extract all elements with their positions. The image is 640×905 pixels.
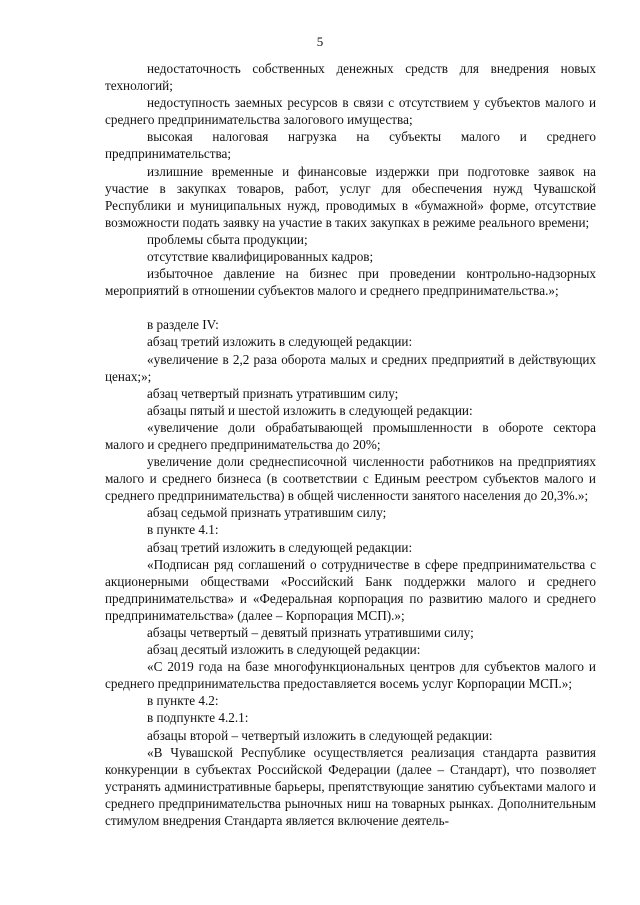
paragraph: проблемы сбыта продукции; — [147, 231, 308, 247]
paragraph: высокая налоговая нагрузка на субъекты малого и среднего предпринимательства; — [105, 129, 596, 162]
paragraph: увеличение доли среднесписочной численности работников на предприятиях малого и среднего бизнеса (в соответствии с Единым реестром субъектов малого и среднего предпринимательства) в общей численности занятого населения до 20,3%.»; — [105, 454, 596, 504]
paragraph: излишние временные и финансовые издержки при подготовке заявок на участие в закупках товаров, работ, услуг для обеспечения нужд Чувашской Республики и муниципальных нужд, проводимых в «бумажной» форме, отсутствие возможности подать заявку на участие в таких закупках в режиме реального времени; — [105, 163, 596, 230]
document-body — [105, 60, 596, 829]
paragraph: в подпункте 4.2.1: — [147, 710, 249, 726]
page-number: 5 — [316, 34, 324, 49]
paragraph: избыточное давление на бизнес при проведении контрольно-надзорных мероприятий в отношении субъектов малого и среднего предпринимательства.»; — [105, 266, 596, 299]
paragraph: в пункте 4.2: — [147, 693, 219, 709]
paragraph: в разделе IV: — [147, 317, 219, 333]
paragraph: отсутствие квалифицированных кадров; — [147, 249, 374, 265]
paragraph: «увеличение доли обрабатывающей промышленности в обороте сектора малого и среднего предпринимательства до 20%; — [105, 419, 596, 452]
paragraph: абзацы второй – четвертый изложить в следующей редакции: — [147, 727, 493, 743]
paragraph: абзац десятый изложить в следующей редакции: — [147, 642, 421, 658]
paragraph: абзацы пятый и шестой изложить в следующей редакции: — [147, 402, 473, 418]
paragraph: абзацы четвертый – девятый признать утратившими силу; — [147, 625, 474, 640]
paragraph: абзац четвертый признать утратившим силу; — [147, 385, 399, 401]
paragraph: абзац третий изложить в следующей редакции: — [147, 334, 413, 350]
paragraph: абзац третий изложить в следующей редакции: — [147, 539, 413, 555]
paragraph: «С 2019 года на базе многофункциональных центров для субъектов малого и среднего предпринимательства предоставляется восемь услуг Корпорации МСП.»; — [105, 659, 596, 692]
paragraph: «Подписан ряд соглашений о сотрудничестве в сфере предпринимательства с акционерными обществами «Российский Банк поддержки малого и среднего предпринимательства» и «Федеральная корпорация по развитию малого и среднего предпринимательства» (далее – Корпорация МСП).»; — [105, 556, 596, 623]
paragraph: абзац седьмой признать утратившим силу; — [147, 505, 387, 521]
paragraph: недоступность заемных ресурсов в связи с отсутствием у субъектов малого и среднего предпринимательства залогового имущества; — [105, 95, 596, 128]
paragraph: «В Чувашской Республике осуществляется реализация стандарта развития конкуренции в субъектах Российской Федерации (далее – Стандарт), что позволяет устранять административные барьеры, препятствующие занятию субъектами малого и среднего предпринимательства рыночных ниш на товарных рынках. Дополнительным стимулом внедрения Стандарта является включение деятель- — [105, 744, 596, 829]
paragraph-gap — [105, 299, 596, 316]
paragraph: в пункте 4.1: — [147, 522, 219, 538]
paragraph: «увеличение в 2,2 раза оборота малых и средних предприятий в действующих ценах;»; — [105, 351, 596, 384]
paragraph: недостаточность собственных денежных средств для внедрения новых технологий; — [105, 61, 596, 94]
